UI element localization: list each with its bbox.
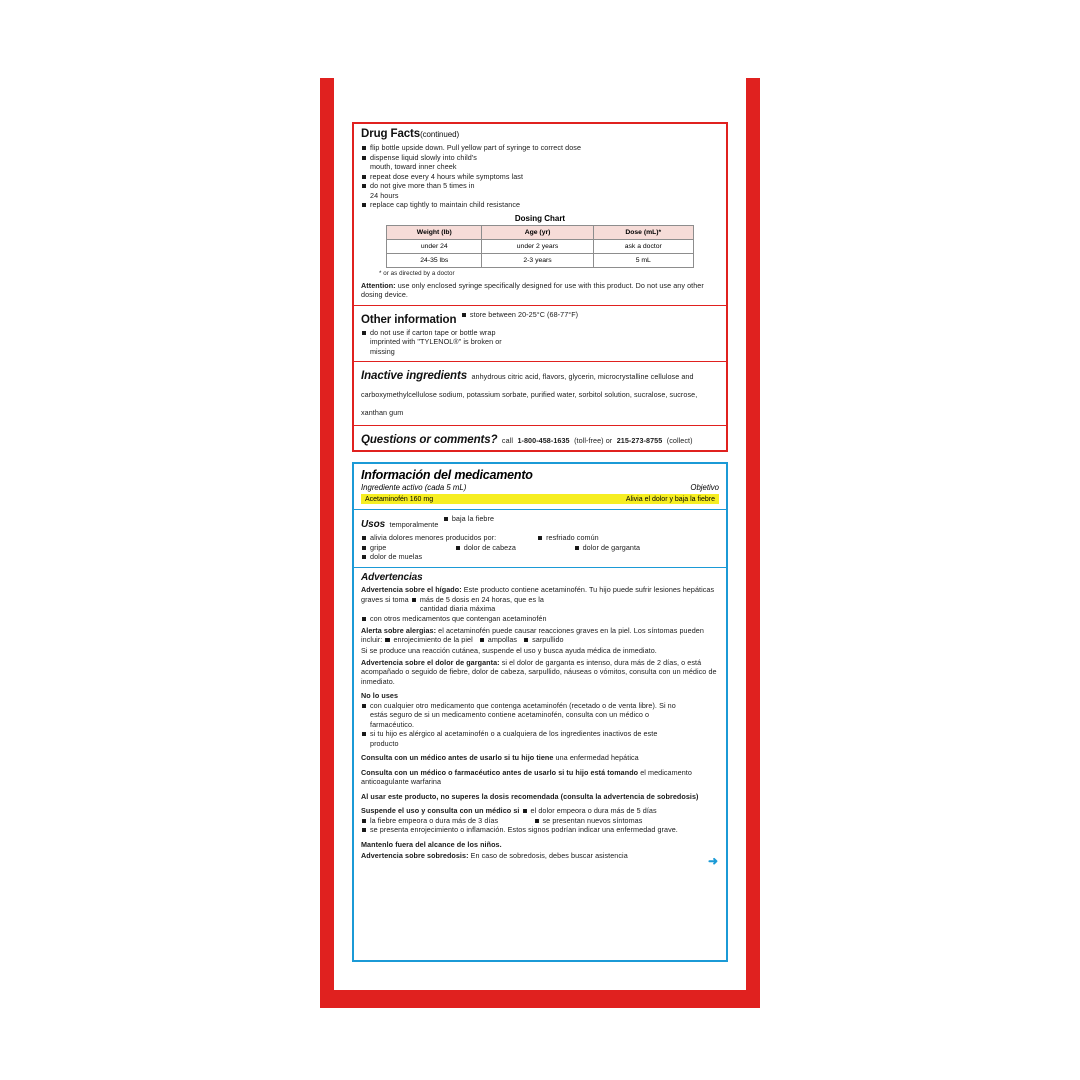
ask-pharmacist-label: Consulta con un médico o farmacéutico antes de usarlo si tu hijo está tomando bbox=[361, 767, 639, 777]
table-row bbox=[387, 239, 694, 253]
allergy-warning-text: el acetaminofén puede causar reacciones graves en la piel. Los síntomas pueden incluir: bbox=[361, 625, 704, 644]
do-not-use-label: No lo uses bbox=[361, 691, 399, 700]
allergy-warning-label: Alerta sobre alergias: bbox=[361, 625, 437, 635]
active-ingredient-highlight-row bbox=[361, 494, 719, 504]
list-item: dolor de muelas bbox=[361, 552, 477, 562]
other-information-heading: Other information bbox=[361, 313, 457, 326]
continue-arrow-icon: ➜ bbox=[707, 853, 718, 868]
ask-doctor bbox=[361, 753, 719, 763]
liver-warning bbox=[361, 585, 719, 623]
ask-pharmacist-text: el medicamento anticoagulante warfarina bbox=[361, 767, 692, 786]
overdose-warning bbox=[361, 851, 719, 861]
carton-bottom-edge bbox=[320, 990, 760, 1008]
phone-collect[interactable]: 215-273-8755 bbox=[616, 436, 663, 446]
overdose-warning-label: Advertencia sobre sobredosis: bbox=[361, 851, 469, 860]
uses-intro: temporalmente bbox=[389, 520, 439, 529]
list-item: más de 5 dosis en 24 horas, que es la cantidad diaria máxima bbox=[411, 595, 570, 614]
list-item: replace cap tightly to maintain child resistance bbox=[361, 200, 710, 210]
purpose-label: Objetivo bbox=[690, 483, 719, 492]
spanish-warnings-section bbox=[354, 567, 726, 871]
active-ingredient-label: Ingrediente activo (cada 5 mL) bbox=[361, 483, 467, 492]
list-item: store between 20-25°C (68-77°F) bbox=[461, 310, 613, 320]
uses-bullet-list bbox=[361, 533, 719, 562]
list-item: do not give more than 5 times in 24 hours bbox=[361, 181, 481, 200]
column-header-dose: Dose (mL)* bbox=[593, 225, 693, 239]
uses-heading: Usos bbox=[361, 519, 386, 530]
dosing-chart-title: Dosing Chart bbox=[514, 213, 566, 223]
ask-doctor-label: Consulta con un médico antes de usarlo si tu hijo tiene bbox=[361, 753, 554, 762]
list-item: el dolor empeora o dura más de 5 días bbox=[522, 806, 689, 816]
inactive-ingredients-text: anhydrous citric acid, flavors, glycerin, microcrystalline cellulose and carboxymethylcellulose sodium, potassium sorbate, purified water, sorbitol solution, sucralose, sucrose, xanthan gum bbox=[361, 372, 698, 418]
attention-text: use only enclosed syringe specifically designed for use with this product. Do not use any other dosing device. bbox=[361, 280, 704, 300]
throat-warning bbox=[361, 658, 719, 687]
list-item: gripe bbox=[361, 543, 449, 553]
other-information-section bbox=[354, 305, 726, 362]
questions-call: call bbox=[501, 436, 513, 446]
phone-toll-free-note: (toll-free) or bbox=[574, 436, 613, 446]
list-item: se presenta enrojecimiento o inflamación. Estos signos podrían indicar una enfermedad grave. bbox=[361, 825, 692, 835]
cell-weight: under 24 bbox=[387, 239, 482, 253]
dosing-chart-footnote: * or as directed by a doctor bbox=[379, 269, 455, 277]
list-item: enrojecimiento de la piel bbox=[384, 635, 472, 645]
do-not-use bbox=[361, 691, 719, 748]
list-item: resfriado común bbox=[537, 533, 632, 543]
questions-section bbox=[354, 425, 726, 453]
throat-warning-label: Advertencia sobre el dolor de garganta: bbox=[361, 657, 500, 667]
directions-bullets bbox=[361, 143, 719, 210]
attention-label: Attention: bbox=[361, 280, 396, 290]
cell-weight: 24-35 lbs bbox=[387, 253, 482, 267]
warnings-heading: Advertencias bbox=[361, 571, 423, 583]
list-item: con otros medicamentos que contengan acetaminofén bbox=[361, 614, 549, 624]
dosing-chart-table bbox=[386, 225, 694, 268]
cell-dose: 5 mL bbox=[593, 253, 693, 267]
list-item: se presentan nuevos síntomas bbox=[534, 816, 701, 826]
table-header-row bbox=[387, 225, 694, 239]
throat-warning-text: si el dolor de garganta es intenso, dura más de 2 días, o está acompañado o seguido de fiebre, dolor de cabeza, sarpullido, náuseas o vómitos, consulta con un médico de inmediato. bbox=[361, 657, 717, 686]
list-item: con cualquier otro medicamento que contenga acetaminofén (recetado o de venta libre). Si no estás seguro de si un medicamento contiene acetaminofén, consulta con un médico o farmacéutico. bbox=[361, 701, 685, 730]
column-header-weight: Weight (lb) bbox=[387, 225, 482, 239]
questions-heading: Questions or comments? bbox=[361, 434, 498, 447]
directions-section bbox=[354, 124, 726, 305]
list-item: alivia dolores menores producidos por: bbox=[361, 533, 531, 543]
purpose-value: Alivia el dolor y baja la fiebre bbox=[625, 495, 715, 503]
spanish-panel-title: Información del medicamento bbox=[361, 468, 533, 482]
keep-out-of-reach: Mantenlo fuera del alcance de los niños. bbox=[361, 839, 502, 849]
stop-use bbox=[361, 806, 719, 835]
allergy-warning-tail: Si se produce una reacción cutánea, suspende el uso y busca ayuda médica de inmediato. bbox=[361, 645, 657, 655]
list-item: sarpullido bbox=[523, 635, 563, 645]
inactive-ingredients-section bbox=[354, 361, 726, 425]
drug-facts-panel-english bbox=[352, 122, 728, 452]
list-item: la fiebre empeora o dura más de 3 días bbox=[361, 816, 528, 826]
table-row bbox=[387, 253, 694, 267]
spanish-active-ingredient-section bbox=[354, 464, 726, 509]
column-header-age: Age (yr) bbox=[482, 225, 593, 239]
phone-toll-free[interactable]: 1-800-458-1635 bbox=[517, 436, 570, 446]
allergy-warning bbox=[361, 626, 719, 656]
drug-facts-heading bbox=[361, 128, 719, 140]
overdose-warning-text: En caso de sobredosis, debes buscar asistencia bbox=[470, 851, 628, 860]
spanish-uses-section bbox=[354, 509, 726, 567]
active-ingredient-header-row bbox=[361, 483, 719, 492]
drug-facts-continued: (continued) bbox=[420, 130, 460, 139]
active-ingredient-value: Acetaminofén 160 mg bbox=[365, 495, 434, 503]
cell-dose: ask a doctor bbox=[593, 239, 693, 253]
attention-note bbox=[361, 281, 719, 300]
cell-age: 2-3 years bbox=[482, 253, 593, 267]
ask-doctor-text: una enfermedad hepática bbox=[555, 753, 639, 762]
list-item: baja la fiebre bbox=[443, 514, 494, 524]
stop-use-label: Suspende el uso y consulta con un médico si bbox=[361, 806, 520, 815]
list-item: ampollas bbox=[479, 635, 517, 645]
list-item: repeat dose every 4 hours while symptoms last bbox=[361, 172, 588, 182]
drug-facts-title: Drug Facts bbox=[361, 128, 421, 140]
phone-collect-note: (collect) bbox=[666, 436, 693, 446]
list-item: si tu hijo es alérgico al acetaminofén o a cualquiera de los ingredientes inactivos de este producto bbox=[361, 729, 685, 748]
list-item: dispense liquid slowly into child's mouth, toward inner cheek bbox=[361, 153, 481, 172]
liver-warning-text: Este producto contiene acetaminofén. Tu hijo puede sufrir lesiones hepáticas graves si toma bbox=[361, 585, 715, 604]
list-item: dolor de garganta bbox=[574, 543, 694, 553]
list-item: do not use if carton tape or bottle wrap imprinted with "TYLENOL®" is broken or missing bbox=[361, 328, 524, 357]
list-item: flip bottle upside down. Pull yellow part of syringe to correct dose bbox=[361, 143, 588, 153]
inactive-ingredients-heading: Inactive ingredients bbox=[361, 370, 468, 383]
list-item: dolor de cabeza bbox=[455, 543, 568, 553]
cell-age: under 2 years bbox=[482, 239, 593, 253]
liver-warning-label: Advertencia sobre el hígado: bbox=[361, 585, 462, 594]
ask-pharmacist bbox=[361, 768, 719, 787]
overdose-dose-note: Al usar este producto, no superes la dosis recomendada (consulta la advertencia de sobredosis) bbox=[361, 791, 699, 801]
drug-facts-panel-spanish bbox=[352, 462, 728, 962]
